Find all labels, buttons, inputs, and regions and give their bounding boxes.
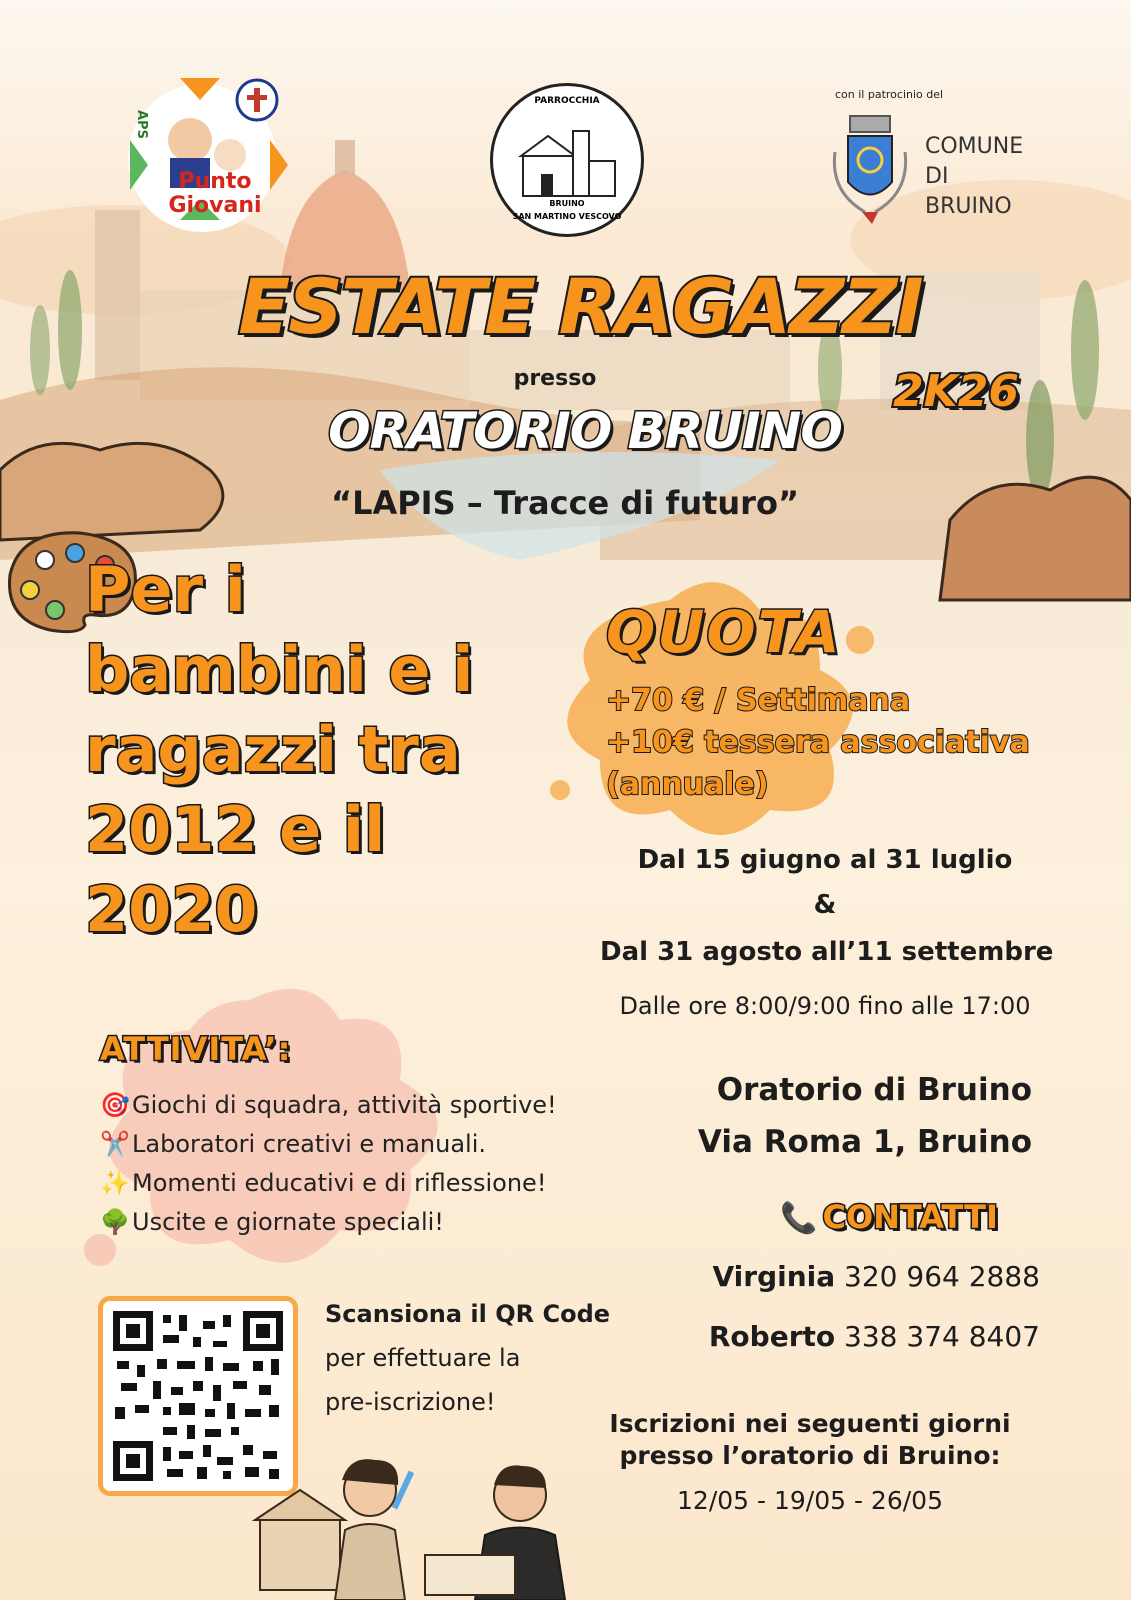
parrocchia-logo bbox=[490, 83, 644, 237]
aps-label: APS bbox=[134, 110, 149, 139]
attivita-label: ATTIVITA’: bbox=[100, 1030, 292, 1068]
quota-prices bbox=[606, 680, 1030, 806]
parrocchia-middle-text: BRUINO bbox=[549, 199, 585, 208]
comune-crest-icon bbox=[820, 112, 920, 232]
period-1: Dal 15 giugno al 31 luglio bbox=[637, 845, 1013, 875]
quota-label: QUOTA bbox=[606, 598, 842, 666]
list-item bbox=[100, 1125, 557, 1164]
iscrizioni-block bbox=[580, 1408, 1040, 1472]
scissors-icon: ✂️ bbox=[100, 1130, 130, 1158]
iscrizioni-dates: 12/05 - 19/05 - 26/05 bbox=[677, 1486, 943, 1515]
audience-line-4: 2012 e il bbox=[85, 793, 386, 866]
punto-label: Punto bbox=[178, 169, 252, 194]
oratorio-title: ORATORIO BRUINO bbox=[328, 402, 842, 460]
parrocchia-bottom-text: SAN MARTINO VESCOVO bbox=[512, 212, 622, 221]
activity-text: Giochi di squadra, attività sportive! bbox=[132, 1091, 557, 1119]
list-item bbox=[100, 1164, 557, 1203]
iscrizioni-line-1: Iscrizioni nei seguenti giorni bbox=[609, 1409, 1011, 1438]
theme-text: “LAPIS – Tracce di futuro” bbox=[331, 484, 799, 522]
quota-membership-price: +10€ tessera associativa bbox=[606, 725, 1030, 760]
contact-virginia[interactable] bbox=[640, 1260, 1040, 1293]
punto-giovani-logo bbox=[120, 70, 290, 235]
comune-line2: DI BRUINO bbox=[925, 164, 1012, 219]
list-item bbox=[100, 1203, 557, 1242]
contact-phone[interactable]: 320 964 2888 bbox=[844, 1260, 1040, 1293]
contact-name: Virginia bbox=[712, 1260, 836, 1293]
quota-weekly-price: +70 € / Settimana bbox=[606, 683, 911, 718]
location-block bbox=[660, 1064, 1032, 1168]
location-name: Oratorio di Bruino bbox=[716, 1072, 1032, 1108]
iscrizioni-line-2: presso l’oratorio di Bruino: bbox=[619, 1441, 1001, 1470]
audience-line-2: bambini e i bbox=[85, 633, 474, 706]
qr-instructions bbox=[325, 1292, 610, 1424]
contact-roberto[interactable] bbox=[640, 1320, 1040, 1353]
activity-text: Uscite e giornate speciali! bbox=[132, 1208, 444, 1236]
tree-icon: 🌳 bbox=[100, 1208, 130, 1236]
period-and: & bbox=[813, 890, 837, 920]
patrocinio-text: con il patrocinio del bbox=[835, 88, 944, 101]
contatti-label: CONTATTI bbox=[822, 1198, 998, 1236]
target-icon: 🎯 bbox=[100, 1091, 130, 1119]
phone-icon: 📞 bbox=[780, 1201, 818, 1236]
list-item bbox=[100, 1086, 557, 1125]
contact-phone[interactable]: 338 374 8407 bbox=[844, 1320, 1040, 1353]
activity-text: Momenti educativi e di riflessione! bbox=[132, 1169, 547, 1197]
giovani-label: Giovani bbox=[168, 193, 262, 218]
sparkles-icon: ✨ bbox=[100, 1169, 130, 1197]
activity-text: Laboratori creativi e manuali. bbox=[132, 1130, 486, 1158]
parrocchia-top-text: PARROCCHIA bbox=[534, 96, 600, 106]
audience-line-1: Per i bbox=[85, 553, 246, 626]
period-2: Dal 31 agosto all’11 settembre bbox=[600, 937, 1054, 967]
contact-name: Roberto bbox=[708, 1320, 836, 1353]
audience-line-3: ragazzi tra bbox=[85, 713, 461, 786]
audience-line-5: 2020 bbox=[85, 873, 258, 946]
punto-giovani-text bbox=[150, 170, 280, 218]
qr-line-2: per effettuare la bbox=[325, 1344, 521, 1372]
comune-name bbox=[925, 132, 1035, 222]
comune-line1: COMUNE bbox=[925, 134, 1024, 159]
presso-text: presso bbox=[513, 366, 597, 391]
qr-line-3: pre-iscrizione! bbox=[325, 1388, 496, 1416]
location-address: Via Roma 1, Bruino bbox=[697, 1124, 1032, 1160]
audience-block bbox=[85, 550, 545, 950]
attivita-list bbox=[100, 1086, 557, 1242]
edition-badge: 2K26 bbox=[893, 366, 1019, 417]
main-title: ESTATE RAGAZZI bbox=[238, 262, 922, 351]
contatti-header bbox=[780, 1198, 998, 1236]
qr-line-1: Scansiona il QR Code bbox=[325, 1300, 611, 1328]
comune-logo bbox=[815, 88, 1035, 238]
characters-illustration bbox=[250, 1440, 580, 1600]
quota-annual-note: (annuale) bbox=[606, 767, 769, 802]
hours-text: Dalle ore 8:00/9:00 fino alle 17:00 bbox=[619, 992, 1031, 1020]
